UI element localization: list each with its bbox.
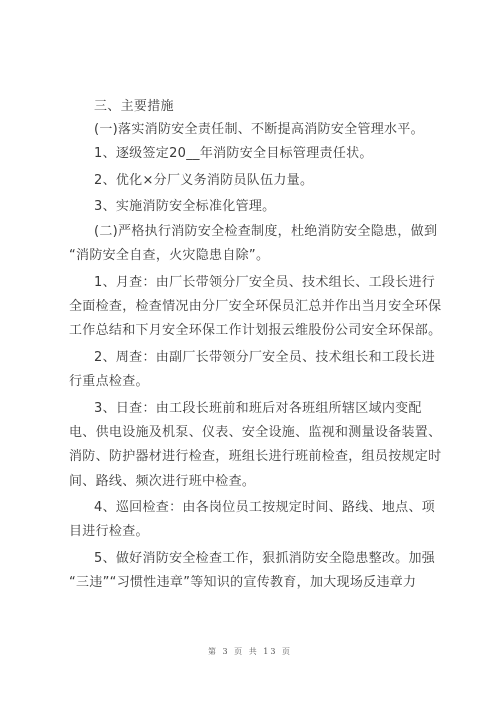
text-line: 1、逐级签定20__年消防安全目标管理责任状。 — [94, 146, 373, 161]
text-line: 2、周查：由副厂长带领分厂安全员、技术组长和工段长进 — [94, 350, 436, 365]
section-heading: 三、主要措施 — [94, 99, 174, 114]
text-line: 全面检查，检查情况由分厂安全环保员汇总并作出当月安全环保 — [69, 299, 442, 314]
text-line: 4、巡回检查：由各岗位员工按规定时间、路线、地点、项 — [94, 500, 436, 515]
text-line: 5、做好消防安全检查工作，狠抓消防安全隐患整改。加强 — [94, 551, 436, 566]
page-number-footer: 第 3 页 共 13 页 — [208, 647, 292, 656]
text-line: 3、实施消防安全标准化管理。 — [94, 199, 276, 214]
text-line: 目进行检查。 — [69, 524, 149, 539]
text-line: 电、供电设施及机泵、仪表、安全设施、监视和测量设备装置、 — [69, 425, 442, 440]
text-line: 3、日查：由工段长班前和班后对各班组所辖区域内变配 — [94, 401, 422, 416]
text-line: 间、路线、频次进行班中检查。 — [69, 474, 256, 489]
text-line: “消防安全自查，火灾隐患自除”。 — [69, 248, 270, 263]
text-line: 1、月查：由厂长带领分厂安全员、技术组长、工段长进行 — [94, 275, 436, 290]
text-line: “三违”“习惯性违章”等知识的宣传教育，加大现场反违章力 — [69, 575, 417, 590]
text-line: 2、优化×分厂义务消防员队伍力量。 — [94, 173, 314, 188]
text-line: 消防、防护器材进行检查，班组长进行班前检查，组员按规定时 — [69, 449, 442, 464]
subheading-2: (二)严格执行消防安全检查制度，杜绝消防安全隐患，做到 — [94, 224, 438, 239]
subheading-1: (一)落实消防安全责任制、不断提高消防安全管理水平。 — [94, 122, 424, 137]
text-line: 工作总结和下月安全环保工作计划报云维股份公司安全环保部。 — [69, 323, 442, 338]
text-line: 行重点检查。 — [69, 374, 149, 389]
